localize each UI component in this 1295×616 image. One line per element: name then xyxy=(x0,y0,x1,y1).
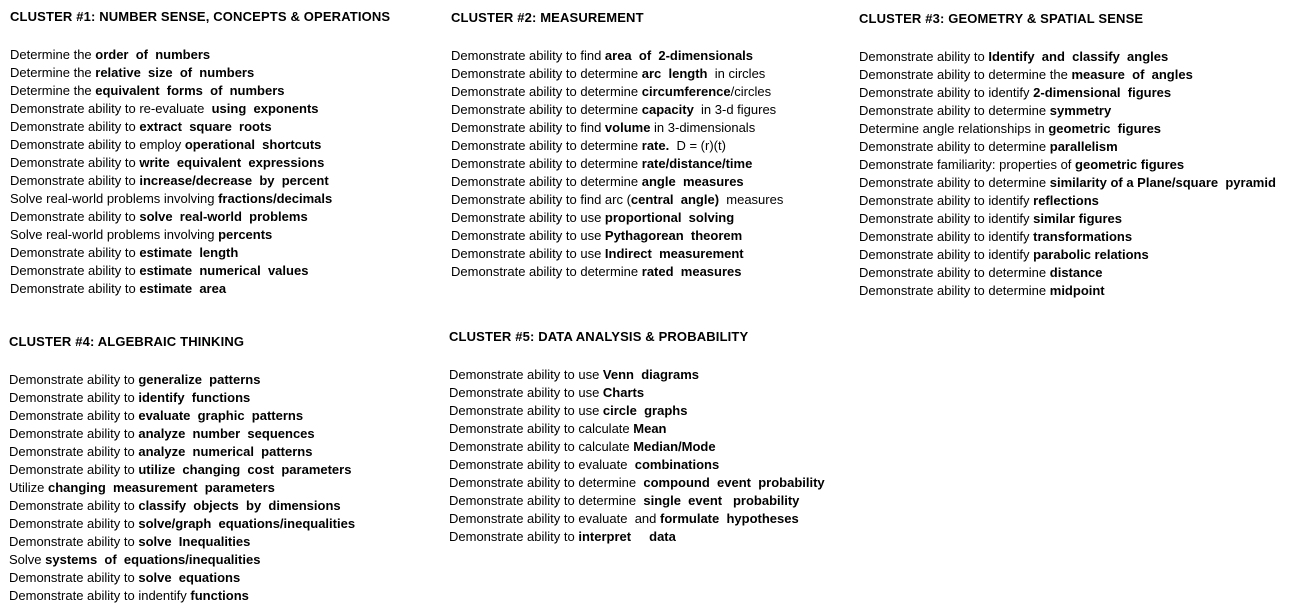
skill-text: Determine angle relationships in xyxy=(859,121,1049,136)
skill-text: Demonstrate ability to determine xyxy=(859,139,1050,154)
skill-keyword: estimate length xyxy=(139,245,239,260)
skill-item xyxy=(451,263,783,281)
skill-text: Demonstrate ability to determine the xyxy=(859,67,1072,82)
skill-item xyxy=(10,136,390,154)
skill-keyword: angle measures xyxy=(641,174,744,189)
skill-item xyxy=(859,102,1276,120)
skill-text: Demonstrate ability to use xyxy=(449,385,603,400)
skill-text: Demonstrate ability to determine xyxy=(451,66,642,81)
skill-item xyxy=(449,510,825,528)
skill-keyword: Mean xyxy=(633,421,667,436)
skill-item xyxy=(10,190,390,208)
skill-item xyxy=(451,227,783,245)
skill-item xyxy=(449,420,825,438)
skill-item xyxy=(451,101,783,119)
skill-item xyxy=(451,191,783,209)
skill-item xyxy=(9,533,355,551)
skill-keyword: evaluate graphic patterns xyxy=(138,408,304,423)
skill-text: Demonstrate ability to determine xyxy=(859,175,1050,190)
skill-text: Demonstrate ability to identify xyxy=(859,85,1034,100)
skill-item xyxy=(451,155,783,173)
skill-item xyxy=(10,172,390,190)
skill-text: Demonstrate ability to determine xyxy=(859,103,1050,118)
skill-item xyxy=(10,118,390,136)
skill-text: Demonstrate ability to xyxy=(9,570,139,585)
skill-item xyxy=(9,425,355,443)
skill-item xyxy=(10,64,390,82)
skill-item xyxy=(10,244,390,262)
skill-text: Demonstrate ability to evaluate and xyxy=(449,511,661,526)
skill-keyword: proportional solving xyxy=(604,210,735,225)
skill-item xyxy=(451,245,783,263)
skill-keyword: identify functions xyxy=(138,390,251,405)
skill-keyword: fractions/decimals xyxy=(218,191,333,206)
skill-keyword: midpoint xyxy=(1049,283,1105,298)
cluster-3 xyxy=(859,11,1276,300)
skill-text: Demonstrate ability to calculate xyxy=(449,439,634,454)
skill-keyword: volume xyxy=(604,120,651,135)
skill-text: Solve real-world problems involving xyxy=(10,227,219,242)
skill-text-suffix: measures xyxy=(719,192,784,207)
skill-text: Demonstrate ability to determine xyxy=(451,264,642,279)
skill-item xyxy=(449,438,825,456)
skill-text: Demonstrate ability to determine xyxy=(859,265,1050,280)
cluster-4-title: CLUSTER #4: ALGEBRAIC THINKING xyxy=(9,334,245,349)
skill-item xyxy=(10,154,390,172)
skill-keyword: changing measurement parameters xyxy=(48,480,275,495)
cluster-5-title: CLUSTER #5: DATA ANALYSIS & PROBABILITY xyxy=(449,329,749,344)
skill-keyword: equivalent forms of numbers xyxy=(95,83,285,98)
skill-item xyxy=(451,65,783,83)
skill-item xyxy=(859,156,1276,174)
skill-item xyxy=(9,587,355,605)
cluster-5-items xyxy=(449,366,825,546)
skill-keyword: solve/graph equations/inequalities xyxy=(138,516,356,531)
skill-item xyxy=(859,84,1276,102)
skill-text: Demonstrate ability to determine xyxy=(451,156,642,171)
skill-text: Demonstrate ability to indentify xyxy=(9,588,191,603)
skill-text-suffix: in 3-dimensionals xyxy=(650,120,756,135)
skill-text: Demonstrate ability to xyxy=(9,516,139,531)
skill-item xyxy=(10,82,390,100)
skill-item xyxy=(10,226,390,244)
skill-item xyxy=(10,100,390,118)
skill-text-suffix: D = (r)(t) xyxy=(669,138,726,153)
skill-text: Demonstrate ability to identify xyxy=(859,193,1034,208)
skill-keyword: distance xyxy=(1049,265,1103,280)
cluster-1 xyxy=(10,9,390,298)
skill-keyword: symmetry xyxy=(1049,103,1112,118)
skill-text: Demonstrate ability to use xyxy=(451,228,605,243)
skill-item xyxy=(859,282,1276,300)
skill-text: Demonstrate ability to xyxy=(859,49,989,64)
skill-keyword: similarity of a Plane/square pyramid xyxy=(1049,175,1276,190)
skill-keyword: parabolic relations xyxy=(1033,247,1149,262)
skill-keyword: operational shortcuts xyxy=(184,137,322,152)
skill-keyword: Median/Mode xyxy=(633,439,716,454)
skill-item xyxy=(449,402,825,420)
skill-keyword: Indirect measurement xyxy=(604,246,744,261)
cluster-1-items xyxy=(10,46,390,298)
skill-text: Demonstrate ability to xyxy=(9,390,139,405)
skill-text: Demonstrate ability to use xyxy=(451,210,605,225)
skill-keyword: measure of angles xyxy=(1071,67,1193,82)
skill-text: Demonstrate ability to find xyxy=(451,48,605,63)
skill-item xyxy=(9,407,355,425)
skill-item xyxy=(451,119,783,137)
skill-item xyxy=(451,83,783,101)
skill-text: Demonstrate ability to xyxy=(9,372,139,387)
skill-text: Demonstrate ability to xyxy=(10,209,140,224)
skill-item xyxy=(9,389,355,407)
skill-text: Demonstrate ability to find xyxy=(451,120,605,135)
skill-text-suffix: in circles xyxy=(707,66,766,81)
skill-keyword: utilize changing cost parameters xyxy=(138,462,352,477)
cluster-4-items xyxy=(9,371,355,605)
skill-keyword: analyze number sequences xyxy=(138,426,315,441)
cluster-3-items xyxy=(859,48,1276,300)
skill-text: Demonstrate ability to evaluate xyxy=(449,457,635,472)
skill-text: Demonstrate ability to xyxy=(10,245,140,260)
skill-text: Demonstrate ability to identify xyxy=(859,229,1034,244)
skill-keyword: parallelism xyxy=(1049,139,1118,154)
skill-keyword: write equivalent expressions xyxy=(139,155,325,170)
skill-text: Demonstrate ability to identify xyxy=(859,211,1034,226)
skill-item xyxy=(451,47,783,65)
skill-keyword: arc length xyxy=(641,66,708,81)
skill-text: Solve xyxy=(9,552,46,567)
skill-text: Demonstrate ability to determine xyxy=(451,84,642,99)
skill-item xyxy=(859,48,1276,66)
cluster-4 xyxy=(9,334,355,605)
skill-item xyxy=(859,210,1276,228)
skill-keyword: circumference xyxy=(641,84,731,99)
skill-text: Demonstrate ability to determine xyxy=(451,102,642,117)
skill-text: Determine the xyxy=(10,83,96,98)
skill-keyword: central angle) xyxy=(630,192,720,207)
skill-keyword: rate. xyxy=(641,138,670,153)
skill-item xyxy=(9,569,355,587)
skill-text: Demonstrate ability to use xyxy=(449,403,603,418)
skill-item xyxy=(451,173,783,191)
skill-item xyxy=(449,456,825,474)
skill-keyword: generalize patterns xyxy=(138,372,261,387)
skill-keyword: increase/decrease by percent xyxy=(139,173,329,188)
skill-text: Demonstrate ability to determine xyxy=(451,174,642,189)
skill-keyword: relative size of numbers xyxy=(95,65,255,80)
skill-text: Demonstrate ability to re-evaluate xyxy=(10,101,212,116)
skill-keyword: combinations xyxy=(634,457,720,472)
skill-text: Determine the xyxy=(10,47,96,62)
skill-item xyxy=(9,443,355,461)
skill-text: Demonstrate ability to determine xyxy=(449,475,644,490)
skill-keyword: analyze numerical patterns xyxy=(138,444,313,459)
skill-text: Demonstrate ability to xyxy=(9,444,139,459)
skill-keyword: solve Inequalities xyxy=(138,534,251,549)
skill-item xyxy=(10,262,390,280)
skill-keyword: using exponents xyxy=(211,101,319,116)
skill-item xyxy=(9,497,355,515)
skill-keyword: capacity xyxy=(641,102,694,117)
skill-keyword: circle graphs xyxy=(602,403,688,418)
skill-keyword: compound event probability xyxy=(643,475,825,490)
skill-text: Demonstrate ability to xyxy=(449,529,579,544)
skill-keyword: reflections xyxy=(1033,193,1099,208)
skill-keyword: rated measures xyxy=(641,264,742,279)
skill-text-suffix: /circles xyxy=(730,84,772,99)
skill-keyword: transformations xyxy=(1033,229,1133,244)
skill-keyword: geometric figures xyxy=(1048,121,1162,136)
skill-item xyxy=(449,366,825,384)
skill-text: Demonstrate ability to xyxy=(9,408,139,423)
skill-item xyxy=(9,551,355,569)
skill-keyword: 2-dimensional figures xyxy=(1033,85,1172,100)
cluster-2-title: CLUSTER #2: MEASUREMENT xyxy=(451,10,644,25)
skill-keyword: area of 2-dimensionals xyxy=(604,48,754,63)
skill-item xyxy=(9,461,355,479)
skill-item xyxy=(449,384,825,402)
skill-text: Demonstrate ability to find arc ( xyxy=(451,192,631,207)
skill-keyword: single event probability xyxy=(643,493,800,508)
cluster-2 xyxy=(451,10,783,281)
skill-text: Demonstrate ability to identify xyxy=(859,247,1034,262)
skill-text: Solve real-world problems involving xyxy=(10,191,219,206)
skill-keyword: similar figures xyxy=(1033,211,1123,226)
skill-text: Demonstrate ability to determine xyxy=(451,138,642,153)
skill-item xyxy=(859,138,1276,156)
skill-keyword: formulate hypotheses xyxy=(660,511,799,526)
skill-text: Demonstrate ability to use xyxy=(449,367,603,382)
skill-keyword: extract square roots xyxy=(139,119,272,134)
skill-keyword: interpret data xyxy=(578,529,676,544)
cluster-5 xyxy=(449,329,825,546)
skill-text: Demonstrate ability to calculate xyxy=(449,421,634,436)
skill-text: Demonstrate ability to xyxy=(10,119,140,134)
skill-text: Demonstrate ability to xyxy=(10,281,140,296)
cluster-1-title: CLUSTER #1: NUMBER SENSE, CONCEPTS & OPERATIONS xyxy=(10,9,391,24)
skill-item xyxy=(9,515,355,533)
skill-item xyxy=(859,174,1276,192)
cluster-2-items xyxy=(451,47,783,281)
skill-keyword: percents xyxy=(218,227,273,242)
skill-text: Demonstrate ability to xyxy=(9,498,139,513)
skill-item xyxy=(9,479,355,497)
skill-text: Demonstrate ability to determine xyxy=(449,493,644,508)
skill-text: Demonstrate familiarity: properties of xyxy=(859,157,1076,172)
skill-text: Determine the xyxy=(10,65,96,80)
skill-text: Demonstrate ability to xyxy=(10,155,140,170)
skill-text: Demonstrate ability to employ xyxy=(10,137,185,152)
skill-keyword: Charts xyxy=(602,385,645,400)
skill-keyword: systems of equations/inequalities xyxy=(45,552,261,567)
skill-item xyxy=(859,264,1276,282)
skill-text: Demonstrate ability to xyxy=(9,534,139,549)
skill-keyword: Identify and classify angles xyxy=(988,49,1169,64)
skill-keyword: classify objects by dimensions xyxy=(138,498,341,513)
skill-text: Utilize xyxy=(9,480,49,495)
skill-keyword: solve real-world problems xyxy=(139,209,308,224)
skill-keyword: Venn diagrams xyxy=(602,367,699,382)
skill-item xyxy=(10,208,390,226)
skill-text: Demonstrate ability to use xyxy=(451,246,605,261)
skill-text: Demonstrate ability to xyxy=(10,173,140,188)
skill-text-suffix: in 3-d figures xyxy=(693,102,777,117)
skill-keyword: estimate numerical values xyxy=(139,263,309,278)
skill-text: Demonstrate ability to determine xyxy=(859,283,1050,298)
skill-item xyxy=(859,192,1276,210)
cluster-3-title: CLUSTER #3: GEOMETRY & SPATIAL SENSE xyxy=(859,11,1144,26)
skill-item xyxy=(451,137,783,155)
skill-item xyxy=(451,209,783,227)
skill-item xyxy=(449,528,825,546)
skill-item xyxy=(10,280,390,298)
skill-item xyxy=(859,246,1276,264)
skill-item xyxy=(859,228,1276,246)
skill-item xyxy=(9,371,355,389)
skill-text: Demonstrate ability to xyxy=(10,263,140,278)
skill-item xyxy=(10,46,390,64)
skill-item xyxy=(859,66,1276,84)
skill-keyword: functions xyxy=(190,588,249,603)
skill-keyword: rate/distance/time xyxy=(641,156,753,171)
skill-text: Demonstrate ability to xyxy=(9,462,139,477)
skill-item xyxy=(859,120,1276,138)
skill-keyword: solve equations xyxy=(138,570,241,585)
skill-item xyxy=(449,492,825,510)
skill-keyword: order of numbers xyxy=(95,47,211,62)
skill-keyword: geometric figures xyxy=(1075,157,1185,172)
skill-keyword: estimate area xyxy=(139,281,227,296)
skill-keyword: Pythagorean theorem xyxy=(604,228,743,243)
skill-item xyxy=(449,474,825,492)
skill-text: Demonstrate ability to xyxy=(9,426,139,441)
